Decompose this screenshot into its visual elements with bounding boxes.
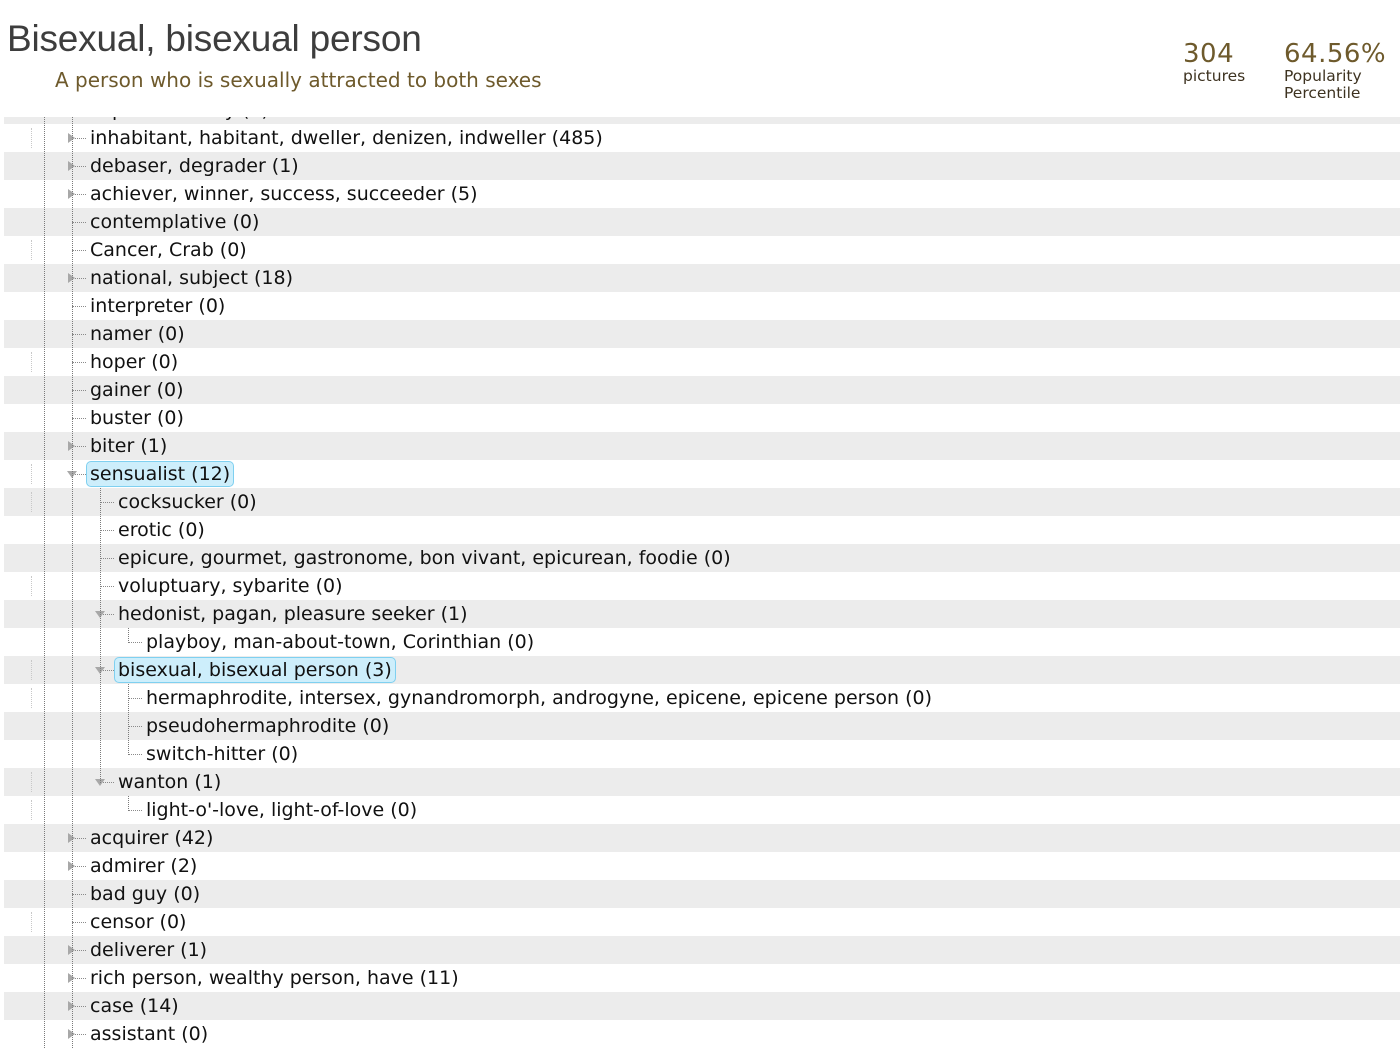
tree-row[interactable]: [0, 404, 1400, 432]
tree-item-label[interactable]: interpreter (0): [90, 295, 226, 317]
tree-item-label[interactable]: switch-hitter (0): [146, 743, 299, 765]
tree-item-label-selected[interactable]: sensualist (12): [86, 461, 234, 487]
tree-row[interactable]: [0, 852, 1400, 880]
tree-guide-line: [128, 796, 129, 811]
tree-connector: [100, 558, 114, 559]
tree-connector: [72, 418, 86, 419]
pictures-label: pictures: [1183, 67, 1246, 85]
tree-row[interactable]: [0, 712, 1400, 740]
tree-guide-line: [72, 96, 73, 1048]
tree-item-label[interactable]: gainer (0): [90, 379, 184, 401]
row-stripe: [4, 376, 1400, 404]
tree-row[interactable]: [0, 908, 1400, 936]
tree-item-label[interactable]: rich person, wealthy person, have (11): [90, 967, 459, 989]
tree-rows: [0, 96, 1400, 1048]
row-stripe: [4, 936, 1400, 964]
tree-item-label[interactable]: achiever, winner, success, succeeder (5): [90, 183, 478, 205]
tree-item-label[interactable]: admirer (2): [90, 855, 198, 877]
page-header: [0, 0, 1400, 117]
tree-item-label[interactable]: epicure, gourmet, gastronome, bon vivant, epicurean, foodie (0): [118, 547, 731, 569]
tree-item-label[interactable]: debaser, degrader (1): [90, 155, 299, 177]
tree-item-label[interactable]: acquirer (42): [90, 827, 214, 849]
tree-row[interactable]: [0, 124, 1400, 152]
tree-row[interactable]: [0, 488, 1400, 516]
tree-row[interactable]: [0, 740, 1400, 768]
tree-row[interactable]: [0, 796, 1400, 824]
tree-row[interactable]: [0, 992, 1400, 1020]
pictures-count: 304: [1183, 39, 1235, 69]
tree-guide-line: [128, 628, 129, 643]
tree-item-label-selected[interactable]: bisexual, bisexual person (3): [114, 657, 396, 683]
tree-item-label[interactable]: namer (0): [90, 323, 185, 345]
tree-item-label[interactable]: pseudohermaphrodite (0): [146, 715, 390, 737]
tree-row[interactable]: [0, 768, 1400, 796]
tree-item-label[interactable]: voluptuary, sybarite (0): [118, 575, 343, 597]
tree-connector: [100, 586, 114, 587]
row-stripe: [4, 432, 1400, 460]
gutter-tick: [31, 772, 32, 792]
tree-row[interactable]: [0, 516, 1400, 544]
tree-row[interactable]: [0, 936, 1400, 964]
percentile-label: Percentile: [1284, 84, 1361, 102]
tree-connector: [128, 754, 142, 755]
tree-connector: [128, 726, 142, 727]
tree-row[interactable]: [0, 460, 1400, 488]
tree-item-label[interactable]: censor (0): [90, 911, 187, 933]
tree-row[interactable]: [0, 376, 1400, 404]
tree-connector: [72, 922, 86, 923]
tree-connector: [128, 698, 142, 699]
tree-item-label[interactable]: contemplative (0): [90, 211, 260, 233]
tree-row[interactable]: [0, 544, 1400, 572]
tree-item-label[interactable]: playboy, man-about-town, Corinthian (0): [146, 631, 535, 653]
popularity-value: 64.56%: [1284, 39, 1387, 69]
tree-row[interactable]: [0, 824, 1400, 852]
tree-connector: [72, 334, 86, 335]
tree-item-label[interactable]: light-o'-love, light-of-love (0): [146, 799, 418, 821]
tree-row[interactable]: [0, 152, 1400, 180]
tree-row[interactable]: [0, 1020, 1400, 1048]
gutter-tick: [31, 352, 32, 372]
tree-connector: [72, 222, 86, 223]
row-stripe: [4, 992, 1400, 1020]
tree-row[interactable]: [0, 292, 1400, 320]
gutter-tick: [31, 128, 32, 148]
tree-item-label[interactable]: national, subject (18): [90, 267, 293, 289]
gutter-tick: [31, 576, 32, 596]
tree-row[interactable]: [0, 208, 1400, 236]
popularity-stat: [1284, 40, 1386, 102]
tree-row[interactable]: [0, 572, 1400, 600]
tree-connector: [72, 306, 86, 307]
gutter-tick: [31, 464, 32, 484]
tree-connector: [128, 642, 142, 643]
tree-connector: [72, 362, 86, 363]
tree-row[interactable]: [0, 600, 1400, 628]
gutter-tick: [31, 688, 32, 708]
tree-item-label[interactable]: biter (1): [90, 435, 168, 457]
tree-connector: [128, 810, 142, 811]
gutter-tick: [31, 492, 32, 512]
tree-row[interactable]: [0, 656, 1400, 684]
tree-guide-line: [100, 488, 101, 783]
tree-item-label[interactable]: wanton (1): [118, 771, 222, 793]
tree-row[interactable]: [0, 628, 1400, 656]
page-subtitle: A person who is sexually attracted to both sexes: [55, 68, 542, 92]
tree-guide-line: [44, 96, 45, 1048]
tree-row[interactable]: [0, 964, 1400, 992]
gutter-tick: [31, 660, 32, 680]
tree-row[interactable]: [0, 320, 1400, 348]
tree-item-label[interactable]: hoper (0): [90, 351, 179, 373]
tree-item-label[interactable]: assistant (0): [90, 1023, 209, 1045]
gutter-tick: [31, 240, 32, 260]
tree-row[interactable]: [0, 180, 1400, 208]
tree-item-label[interactable]: erotic (0): [118, 519, 205, 541]
tree-row[interactable]: [0, 432, 1400, 460]
tree-connector: [72, 390, 86, 391]
tree-connector: [72, 894, 86, 895]
tree-row[interactable]: [0, 880, 1400, 908]
tree-item-label[interactable]: case (14): [90, 995, 179, 1017]
tree-connector: [100, 502, 114, 503]
tree-item-label[interactable]: inhabitant, habitant, dweller, denizen, indweller (485): [90, 127, 603, 149]
tree-item-label[interactable]: hermaphrodite, intersex, gynandromorph, androgyne, epicene, epicene person (0): [146, 687, 932, 709]
row-stripe: [4, 320, 1400, 348]
gutter-tick: [31, 800, 32, 820]
gutter-tick: [31, 912, 32, 932]
tree-connector: [72, 250, 86, 251]
tree-item-label[interactable]: deliverer (1): [90, 939, 208, 961]
tree-guide-line: [128, 684, 129, 755]
tree-row[interactable]: [0, 348, 1400, 376]
popularity-label: Popularity: [1284, 67, 1362, 85]
tree-item-label[interactable]: bad guy (0): [90, 883, 201, 905]
tree-item-label[interactable]: Cancer, Crab (0): [90, 239, 247, 261]
pictures-stat: [1183, 40, 1245, 85]
tree-item-label[interactable]: buster (0): [90, 407, 184, 429]
tree-item-label[interactable]: cocksucker (0): [118, 491, 257, 513]
page-title: Bisexual, bisexual person: [7, 18, 422, 59]
tree-item-label[interactable]: hedonist, pagan, pleasure seeker (1): [118, 603, 468, 625]
tree-row[interactable]: [0, 264, 1400, 292]
tree-connector: [100, 530, 114, 531]
tree-row[interactable]: [0, 236, 1400, 264]
row-stripe: [4, 880, 1400, 908]
tree-row[interactable]: [0, 684, 1400, 712]
hierarchy-tree[interactable]: [0, 117, 1400, 1045]
